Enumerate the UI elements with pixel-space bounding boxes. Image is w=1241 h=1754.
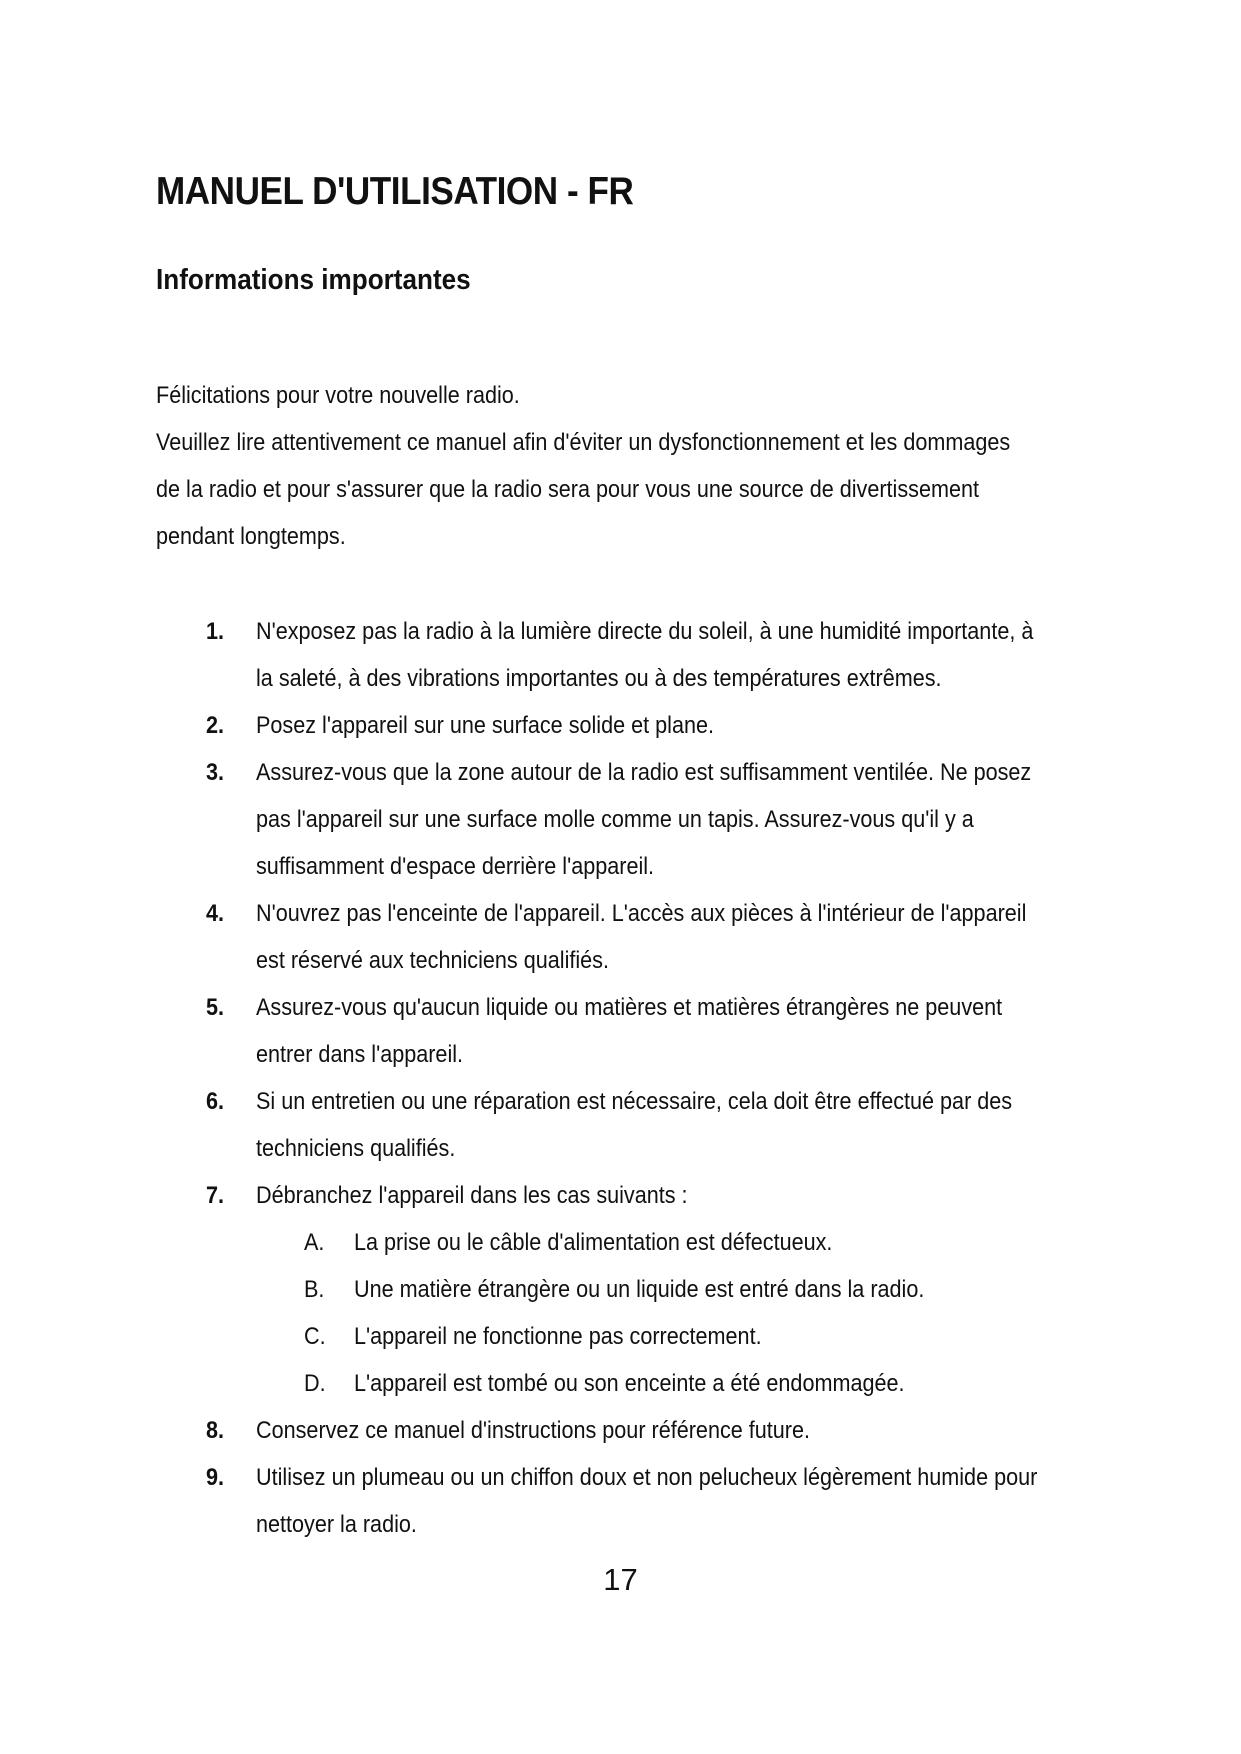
- intro-line: de la radio et pour s'assurer que la radio sera pour vous une source de divertissement: [156, 476, 979, 503]
- intro-line: pendant longtemps.: [156, 523, 346, 550]
- page-title: MANUEL D'UTILISATION - FR: [156, 170, 634, 213]
- item-number: 5.: [206, 994, 225, 1021]
- sub-item-text: L'appareil est tombé ou son enceinte a été endommagée.: [354, 1370, 905, 1397]
- list-item: [156, 749, 1116, 890]
- sub-item-letter: A.: [304, 1229, 325, 1256]
- sub-item-text: La prise ou le câble d'alimentation est défectueux.: [354, 1229, 833, 1256]
- sub-list: [256, 1219, 1116, 1407]
- item-number: 9.: [206, 1464, 225, 1491]
- item-text: suffisamment d'espace derrière l'appareil.: [256, 853, 655, 880]
- item-text: Utilisez un plumeau ou un chiffon doux et non pelucheux légèrement humide pour: [256, 1464, 1038, 1491]
- item-text: Si un entretien ou une réparation est nécessaire, cela doit être effectué par des: [256, 1088, 1013, 1115]
- item-text: pas l'appareil sur une surface molle comme un tapis. Assurez-vous qu'il y a: [256, 806, 974, 833]
- sub-item-letter: D.: [304, 1370, 326, 1397]
- list-item: [156, 890, 1116, 984]
- item-text: entrer dans l'appareil.: [256, 1041, 464, 1068]
- sub-item-letter: B.: [304, 1276, 325, 1303]
- item-text: nettoyer la radio.: [256, 1511, 417, 1538]
- sub-item-text: L'appareil ne fonctionne pas correctement.: [354, 1323, 762, 1350]
- safety-instructions-list: [156, 608, 1116, 1548]
- item-number: 1.: [206, 618, 225, 645]
- item-text: la saleté, à des vibrations importantes ou à des températures extrêmes.: [256, 665, 942, 692]
- item-text: est réservé aux techniciens qualifiés.: [256, 947, 609, 974]
- list-item: [156, 608, 1116, 702]
- intro-paragraph: [156, 372, 1116, 560]
- item-text: techniciens qualifiés.: [256, 1135, 456, 1162]
- page-number: 17: [603, 1562, 638, 1597]
- item-text: N'exposez pas la radio à la lumière directe du soleil, à une humidité importante, à: [256, 618, 1034, 645]
- item-number: 6.: [206, 1088, 225, 1115]
- list-item: [156, 984, 1116, 1078]
- sub-item-text: Une matière étrangère ou un liquide est entré dans la radio.: [354, 1276, 925, 1303]
- list-item: [156, 1078, 1116, 1172]
- item-text: Assurez-vous que la zone autour de la radio est suffisamment ventilée. Ne posez: [256, 759, 1032, 786]
- item-number: 7.: [206, 1182, 225, 1209]
- list-item: [156, 1454, 1116, 1548]
- section-heading: Informations importantes: [156, 264, 471, 296]
- sub-list-item: [256, 1266, 1116, 1313]
- list-item: [156, 702, 1116, 749]
- sub-list-item: [256, 1219, 1116, 1266]
- item-number: 4.: [206, 900, 225, 927]
- item-text: Assurez-vous qu'aucun liquide ou matières et matières étrangères ne peuvent: [256, 994, 1003, 1021]
- item-text: Débranchez l'appareil dans les cas suivants :: [256, 1182, 688, 1209]
- item-text: Posez l'appareil sur une surface solide et plane.: [256, 712, 715, 739]
- sub-list-item: [256, 1360, 1116, 1407]
- item-number: 2.: [206, 712, 225, 739]
- intro-line: Veuillez lire attentivement ce manuel afin d'éviter un dysfonctionnement et les dommages: [156, 429, 1011, 456]
- item-number: 8.: [206, 1417, 225, 1444]
- item-text: N'ouvrez pas l'enceinte de l'appareil. L'accès aux pièces à l'intérieur de l'appareil: [256, 900, 1027, 927]
- sub-item-letter: C.: [304, 1323, 326, 1350]
- intro-line: Félicitations pour votre nouvelle radio.: [156, 382, 520, 409]
- list-item: [156, 1407, 1116, 1454]
- sub-list-item: [256, 1313, 1116, 1360]
- list-item: [156, 1172, 1116, 1407]
- item-number: 3.: [206, 759, 225, 786]
- item-text: Conservez ce manuel d'instructions pour référence future.: [256, 1417, 811, 1444]
